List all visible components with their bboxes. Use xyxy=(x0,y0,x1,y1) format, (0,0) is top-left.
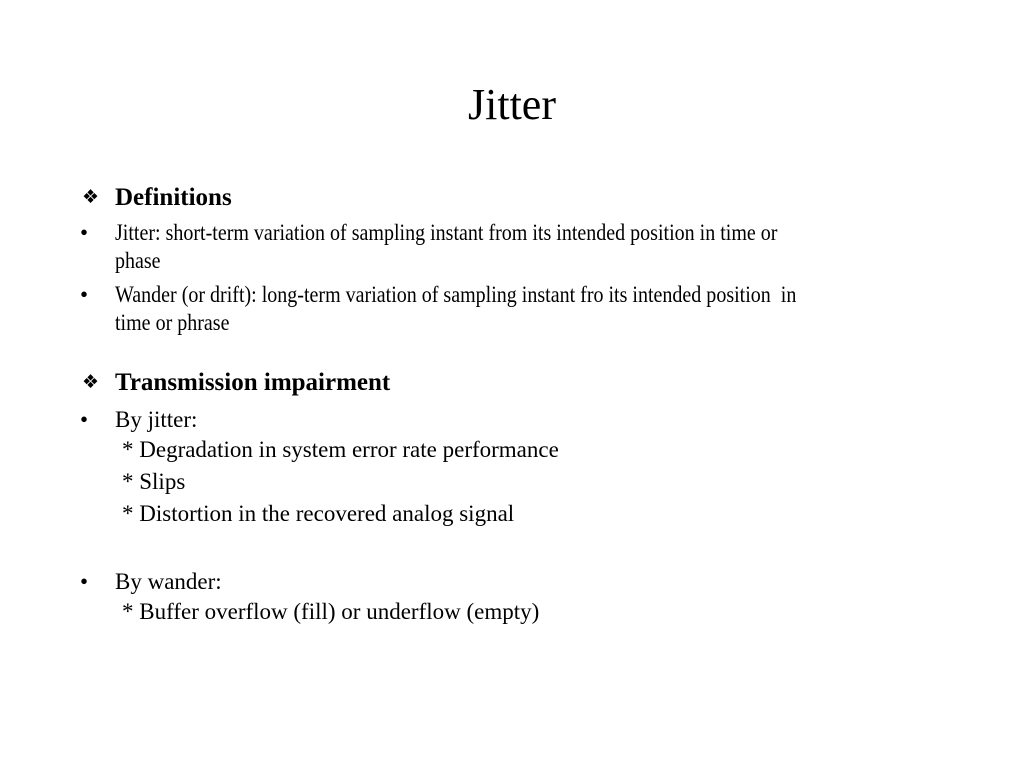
section-heading-definitions xyxy=(78,183,958,212)
bullet-item-by-wander xyxy=(78,568,958,596)
sub-item-slips: * Slips xyxy=(122,469,186,494)
diamond-bullet-icon: ❖ xyxy=(82,186,100,208)
section-heading-text: Definitions xyxy=(115,184,232,211)
text-line: Wander (or drift): long-term variation of sampling instant fro its intended position in xyxy=(115,282,797,307)
dot-bullet-icon: • xyxy=(80,220,89,245)
sub-item-buffer-overflow: * Buffer overflow (fill) or underflow (empty) xyxy=(122,599,540,624)
sub-item-degradation: * Degradation in system error rate performance xyxy=(122,437,559,462)
slide-body xyxy=(78,183,958,628)
bullet-item-jitter-definition xyxy=(78,219,958,275)
slide-title: Jitter xyxy=(468,80,556,129)
text-line: By wander: xyxy=(115,569,222,594)
bullet-item-text xyxy=(115,219,958,275)
sub-item-distortion: * Distortion in the recovered analog signal xyxy=(122,501,515,526)
bullet-item-text xyxy=(115,281,958,337)
text-line: Jitter: short-term variation of sampling instant from its intended position in time or xyxy=(115,220,778,245)
diamond-bullet-icon: ❖ xyxy=(82,371,100,393)
dot-bullet-icon: • xyxy=(80,282,89,307)
dot-bullet-icon: • xyxy=(80,407,89,432)
bullet-item-text xyxy=(115,568,958,596)
dot-bullet-icon: • xyxy=(80,569,89,594)
text-line: By jitter: xyxy=(115,407,198,432)
section-heading-text: Transmission impairment xyxy=(115,369,391,396)
text-line: phase xyxy=(115,248,161,273)
bullet-item-wander-definition xyxy=(78,281,958,337)
text-line: time or phrase xyxy=(115,310,230,335)
bullet-item-by-jitter xyxy=(78,406,958,434)
section-heading-transmission-impairment xyxy=(78,368,958,397)
bullet-item-text xyxy=(115,406,958,434)
